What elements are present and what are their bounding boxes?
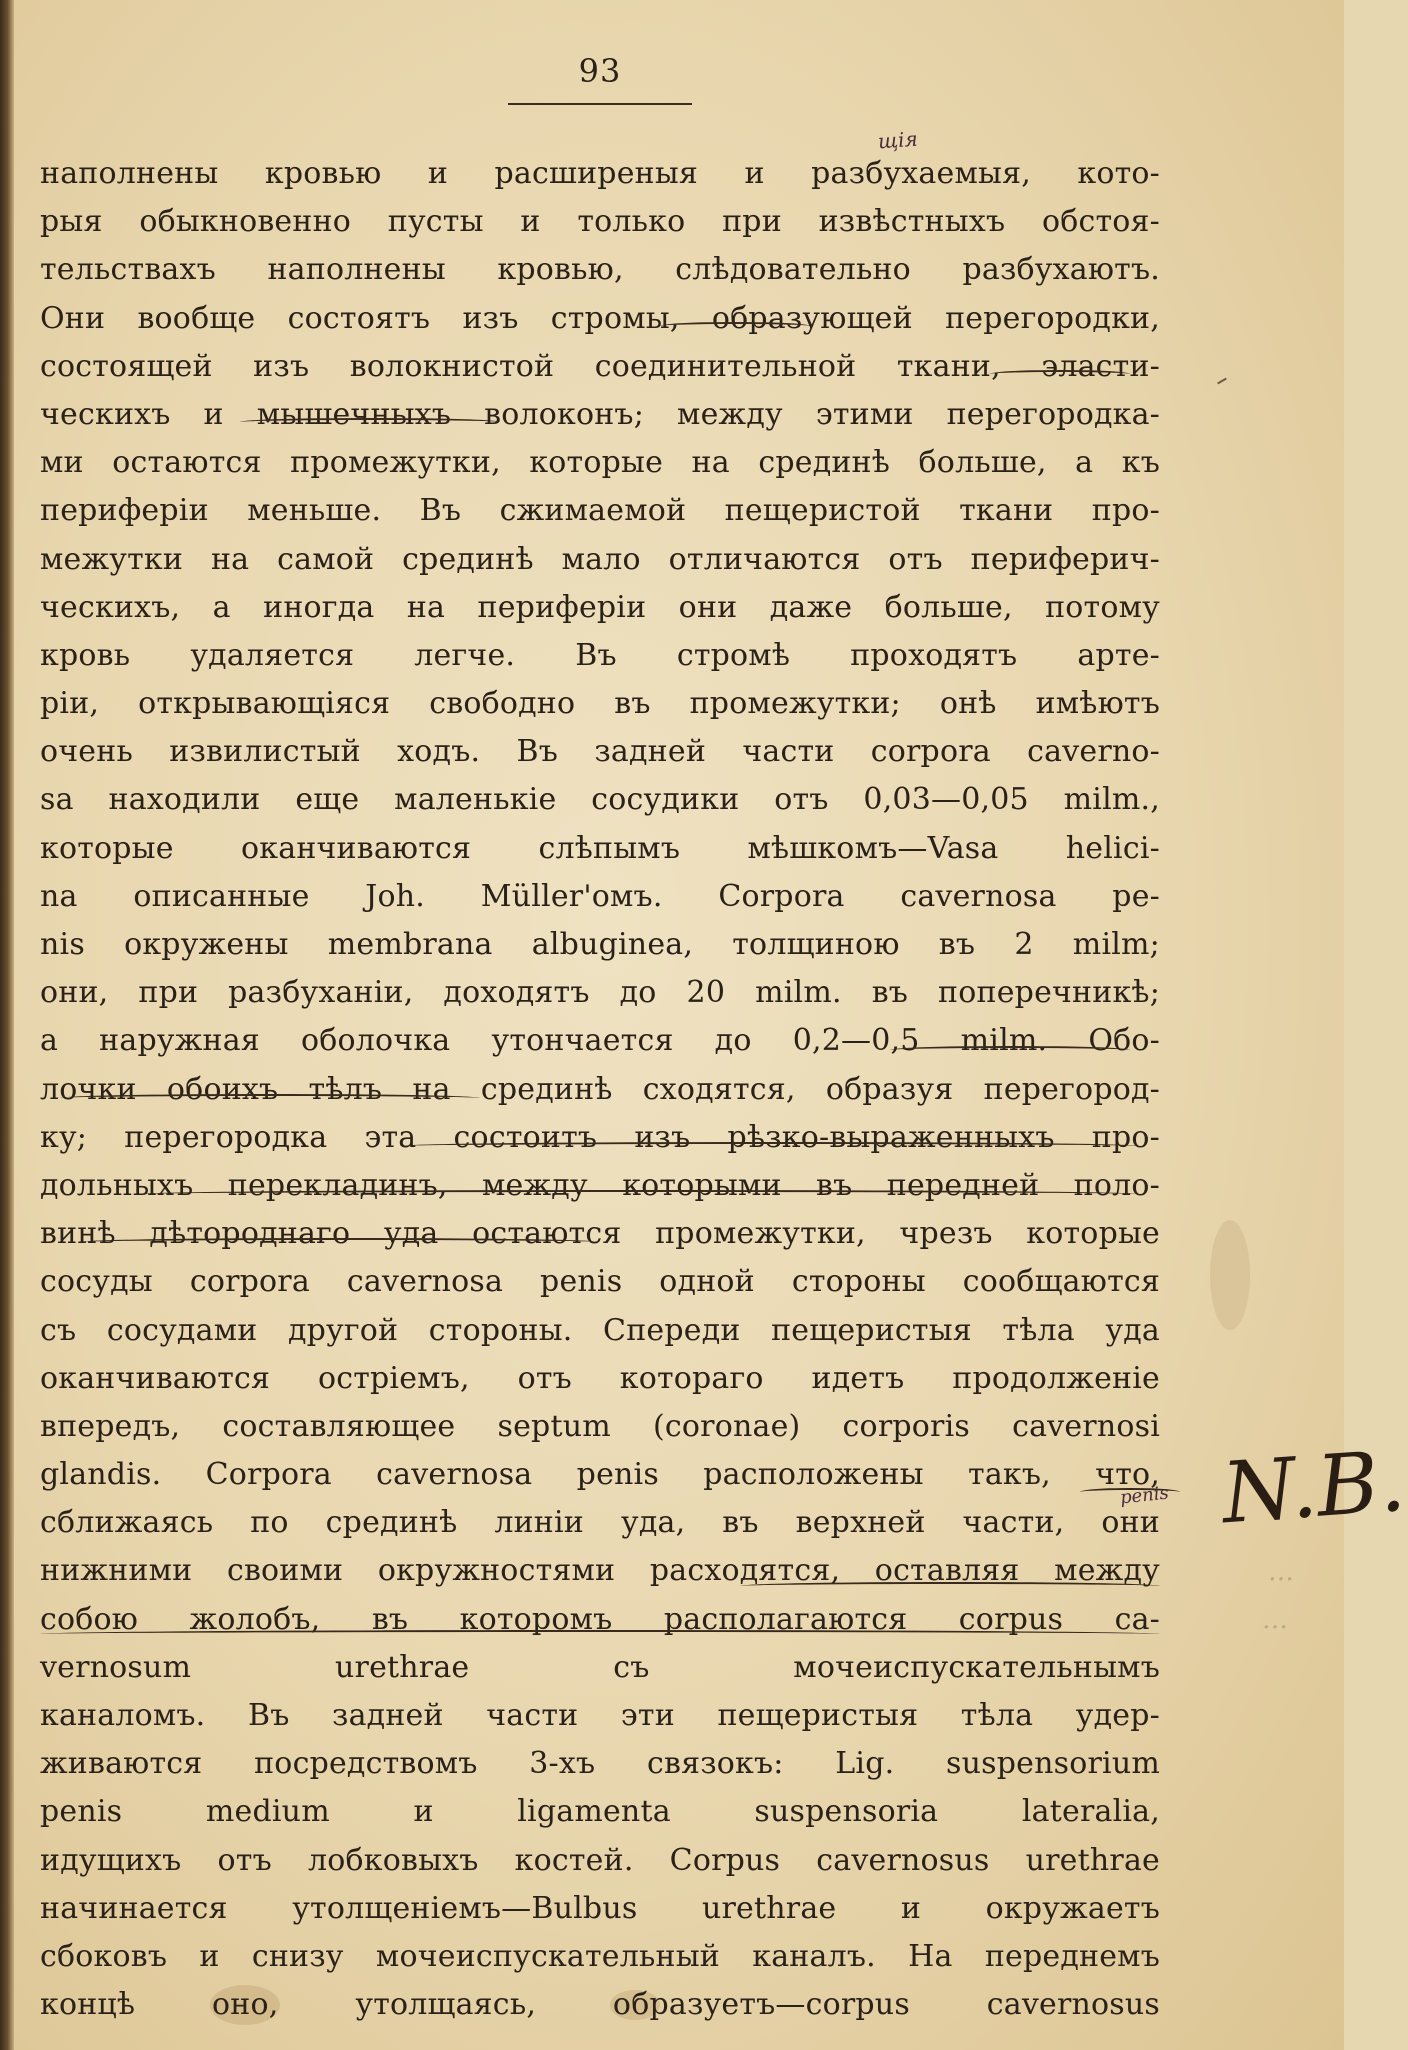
ink-underline: [990, 370, 1130, 378]
page-number-rule: [508, 103, 692, 105]
text-line: периферіи меньше. Въ сжимаемой пещеристой ткани про-: [40, 493, 1160, 529]
ink-underline: [400, 1142, 1140, 1150]
text-line: сосуды corpora cavernosa penis одной стороны сообщаются: [40, 1264, 1160, 1300]
text-line: ку; перегородка эта состоитъ изъ рѣзко-выраженныхъ про-: [40, 1119, 1160, 1155]
margin-mark-dash: [1217, 378, 1227, 385]
text-line: рыя обыкновенно пусты и только при извѣстныхъ обстоя-: [40, 204, 1160, 240]
paper-stain: [1210, 1220, 1250, 1330]
text-line: собою жолобъ, въ которомъ располагаются corpus ca-: [40, 1601, 1160, 1637]
text-line: межутки на самой срединѣ мало отличаются отъ периферич-: [40, 541, 1160, 577]
ink-underline: [1080, 1488, 1180, 1496]
ink-underline: [660, 322, 810, 330]
text-line: а наружная оболочка утончается до 0,2—0,5 milm. Обо-: [40, 1023, 1160, 1059]
text-line: очень извилистый ходъ. Въ задней части corpora caverno-: [40, 734, 1160, 770]
text-line: они, при разбуханіи, доходятъ до 20 milm. въ поперечникѣ;: [40, 975, 1160, 1011]
text-line: лочки обоихъ тѣлъ на срединѣ сходятся, образуя перегород-: [40, 1071, 1160, 1107]
text-line: na описанные Joh. Müller'омъ. Corpora cavernosa pe-: [40, 878, 1160, 914]
ink-underline: [740, 1582, 1160, 1590]
binding-edge: [0, 0, 14, 2050]
text-line: винѣ дѣтороднаго уда остаются промежутки, чрезъ которые: [40, 1216, 1160, 1252]
text-line: penis medium и ligamenta suspensoria lateralia,: [40, 1794, 1160, 1830]
handwritten-correction: щія: [877, 126, 919, 154]
body-text: [40, 150, 1160, 2029]
margin-faded-note: …: [1262, 1605, 1288, 1635]
text-line: начинается утолщеніемъ—Bulbus urethrae и окружаетъ: [40, 1890, 1160, 1926]
text-line: состоящей изъ волокнистой соединительной ткани, эласти-: [40, 348, 1160, 384]
text-line: впередъ, составляющее septum (coronae) corporis cavernosi: [40, 1408, 1160, 1444]
ink-underline: [60, 1094, 480, 1102]
margin-faded-note: …: [1268, 1557, 1294, 1587]
text-line: Они вообще состоятъ изъ стромы, образующей перегородки,: [40, 300, 1160, 336]
text-line: ми остаются промежутки, которые на срединѣ больше, а къ: [40, 445, 1160, 481]
text-line: кровь удаляется легче. Въ стромѣ проходятъ арте-: [40, 637, 1160, 673]
text-line: оканчиваются остріемъ, отъ котораго идетъ продолженіе: [40, 1360, 1160, 1396]
text-line: сближаясь по срединѣ линіи уда, въ верхней части, они: [40, 1505, 1160, 1541]
text-line: ческихъ, а иногда на периферіи они даже больше, потому: [40, 589, 1160, 625]
text-line: наполнены кровью и расширеныя и разбухаемыя, кото-: [40, 156, 1160, 191]
ink-underline: [140, 1190, 1140, 1198]
text-line: дольныхъ перекладинъ, между которыми въ передней поло-: [40, 1167, 1160, 1203]
text-line: ріи, открывающіяся свободно въ промежутки; онѣ имѣютъ: [40, 686, 1160, 722]
text-line: концѣ оно, утолщаясь, образуетъ—corpus cavernosus: [40, 1987, 1160, 2023]
text-line: идущихъ отъ лобковыхъ костей. Corpus cavernosus urethrae: [40, 1842, 1160, 1878]
margin-nota-bene-mark: N.B.: [1218, 1431, 1408, 1543]
text-line: тельствахъ наполнены кровью, слѣдовательно разбухаютъ.: [40, 252, 1160, 288]
text-line: сбоковъ и снизу мочеиспускательный каналъ. На переднемъ: [40, 1938, 1160, 1974]
handwritten-insert: penis: [1119, 1482, 1170, 1509]
text-line: которые оканчиваются слѣпымъ мѣшкомъ—Vasa helici-: [40, 830, 1160, 866]
text-line: nis окружены membrana albuginea, толщиною въ 2 milm;: [40, 927, 1160, 962]
text-line: sa находили еще маленькіе сосудики отъ 0,03—0,05 milm.,: [40, 782, 1160, 818]
text-line: каналомъ. Въ задней части эти пещеристыя тѣла удер-: [40, 1698, 1160, 1733]
text-line: ческихъ и мышечныхъ волоконъ; между этими перегородка-: [40, 396, 1160, 432]
ink-underline: [40, 1630, 1160, 1638]
text-line: glandis. Corpora cavernosa penis расположены такъ, что,: [40, 1457, 1160, 1493]
page-number: 93: [578, 52, 622, 90]
text-line: живаются посредствомъ 3-хъ связокъ: Lig. suspensorium: [40, 1746, 1160, 1782]
ink-underline: [240, 418, 500, 426]
ink-underline: [890, 1046, 1130, 1054]
text-line: нижними своими окружностями расходятся, оставляя между: [40, 1553, 1160, 1589]
ink-underline: [80, 1238, 600, 1246]
text-line: vernosum urethrae съ мочеиспускательнымъ: [40, 1649, 1160, 1685]
text-line: съ сосудами другой стороны. Спереди пещеристыя тѣла уда: [40, 1312, 1160, 1348]
